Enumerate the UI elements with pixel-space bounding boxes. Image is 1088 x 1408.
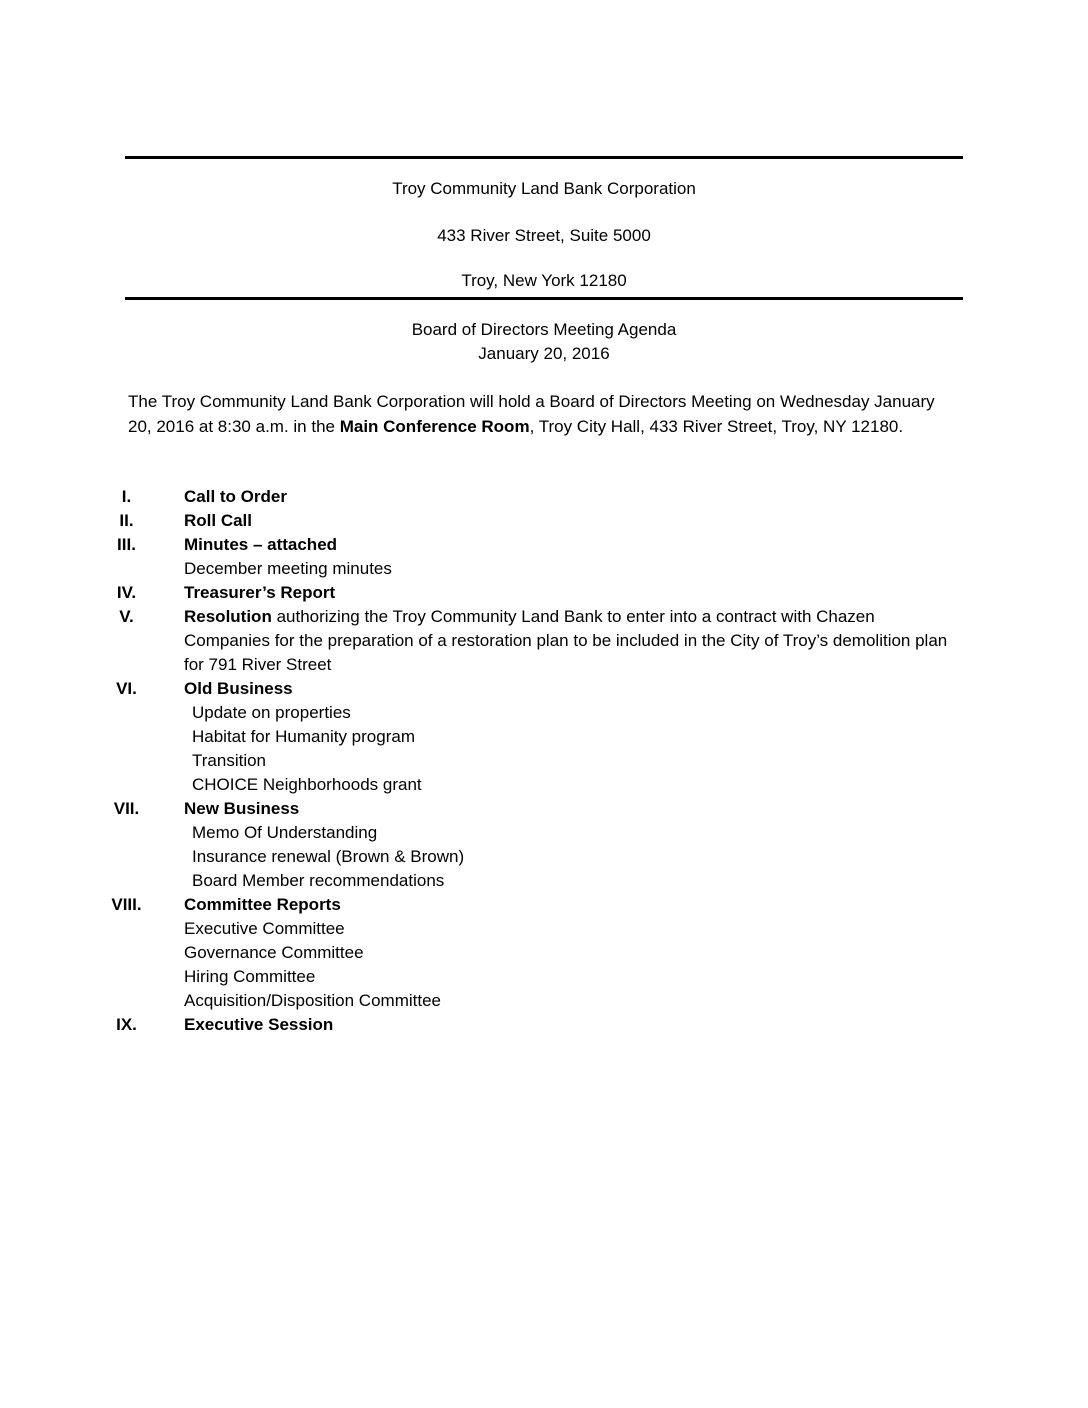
agenda-item-number: IV. [116,583,137,602]
agenda-item-title: Executive Session [184,1015,334,1034]
agenda-item-number: VI. [116,679,137,698]
agenda-item-title: Committee Reports [184,895,341,914]
agenda-item-number: V. [119,607,134,626]
agenda-subitem: Transition [192,751,267,770]
agenda-item [100,797,960,821]
agenda-subitem: Board Member recommendations [192,871,445,890]
agenda-subitem: December meeting minutes [184,559,392,578]
agenda-item-number: VIII. [111,895,142,914]
agenda-item-title: Treasurer’s Report [184,583,336,602]
agenda-item-number: III. [117,535,136,554]
agenda-subitem: Hiring Committee [184,967,316,986]
meeting-date: January 20, 2016 [478,344,610,363]
agenda-subitem: Insurance renewal (Brown & Brown) [192,847,465,866]
agenda-item-description: authorizing the Troy Community Land Bank to enter into a contract with Chazen Companies for the preparation of a restoration plan to be included in the City of Troy’s demolition plan for 791 River Street [184,607,948,674]
agenda-item-title: Roll Call [184,511,253,530]
agenda-item-number: II. [119,511,134,530]
agenda-subitem: Acquisition/Disposition Committee [184,991,441,1010]
agenda-item-title: New Business [184,799,300,818]
agenda-item-number: IX. [116,1015,137,1034]
agenda-item [100,1013,960,1037]
intro-text-2: , Troy City Hall, 433 River Street, Troy, NY 12180. [529,416,904,436]
agenda-item-title: Old Business [184,679,293,698]
agenda-item [100,581,960,605]
agenda-item-number: VII. [113,799,140,818]
agenda-subitem: Update on properties [192,703,351,722]
intro-location-bold: Main Conference Room [339,416,530,436]
intro-text-1: The Troy Community Land Bank Corporation will hold a Board of Directors Meeting on Wednesday January 20, 2016 at 8:30 a.m. in the [128,392,935,436]
agenda-subitem: CHOICE Neighborhoods grant [192,775,422,794]
agenda-item-number: I. [121,487,132,506]
agenda-item [100,893,960,917]
meeting-title: Board of Directors Meeting Agenda [411,320,677,339]
agenda-item [100,677,960,701]
org-address: 433 River Street, Suite 5000 [437,226,651,245]
agenda-item-title: Resolution [184,607,272,626]
header-top-rule [125,156,963,159]
agenda-item-title: Minutes – attached [184,535,338,554]
agenda-item [100,509,960,533]
intro-paragraph [128,390,958,439]
agenda-subitem: Executive Committee [184,919,345,938]
org-name: Troy Community Land Bank Corporation [392,179,696,198]
agenda-item [100,533,960,557]
agenda-subitem: Habitat for Humanity program [192,727,415,746]
agenda-list [100,485,960,1037]
header-bottom-rule [125,297,963,300]
agenda-item [100,485,960,509]
org-city: Troy, New York 12180 [461,271,627,290]
agenda-item-title: Call to Order [184,487,287,506]
agenda-item [100,605,960,677]
agenda-subitem: Governance Committee [184,943,364,962]
agenda-subitem: Memo Of Understanding [192,823,378,842]
